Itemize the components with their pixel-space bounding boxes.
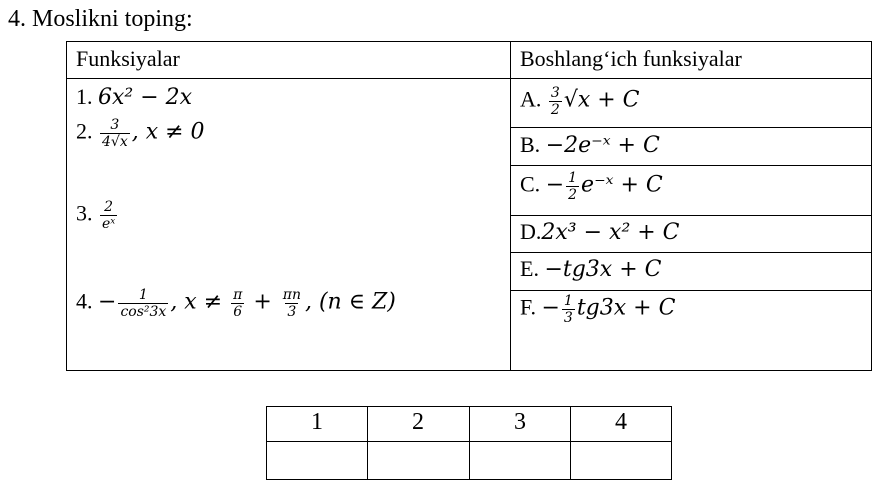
header-divider: [67, 78, 871, 79]
answer-cell-1[interactable]: [267, 445, 367, 477]
answer-cell-2[interactable]: [368, 445, 468, 477]
function-3[interactable]: 3. $\frac{2}{\text{eˣ}}$: [76, 199, 116, 232]
function-2[interactable]: 2. $\frac{3}{4√x}$ , x ≠ 0: [76, 117, 205, 150]
option-d[interactable]: D.2x³ − x² + C: [520, 219, 680, 245]
answer-header-4: 4: [615, 409, 627, 435]
header-functions: Funksiyalar: [76, 46, 180, 71]
answer-header-1: 1: [311, 409, 323, 435]
matching-table: [66, 41, 872, 371]
option-e[interactable]: E. −tg3x + C: [520, 256, 662, 282]
row-divider: [511, 252, 871, 253]
answer-cell-4[interactable]: [571, 445, 671, 477]
function-1[interactable]: 1. 6x² − 2x: [76, 84, 193, 110]
option-b[interactable]: B. −2e⁻ˣ + C: [520, 132, 660, 158]
answer-header-2: 2: [412, 409, 424, 435]
option-a[interactable]: A. $\frac{3}{2}$ √x + C: [520, 85, 640, 118]
answer-header-3: 3: [514, 409, 526, 435]
option-c[interactable]: C. − $\frac{1}{2}$ e⁻ˣ + C: [520, 170, 663, 203]
row-divider: [511, 290, 871, 291]
answer-cell-3[interactable]: [470, 445, 570, 477]
row-divider: [511, 165, 871, 166]
row-divider: [511, 215, 871, 216]
function-4[interactable]: 4. − $\frac{1}{\text{cos²3x}}$ , x ≠ $\frac{\pi}{6}$ + $\frac{\pi n}{3}$ , (n ∈ Z): [76, 287, 396, 320]
answer-table: [266, 406, 672, 480]
column-divider: [510, 42, 511, 370]
header-antiderivatives: Boshlang‘ich funksiyalar: [520, 46, 742, 71]
row-divider: [511, 127, 871, 128]
question-title: 4. Moslikni toping:: [8, 6, 193, 32]
option-f[interactable]: F. − $\frac{1}{3}$ tg3x + C: [520, 293, 676, 326]
